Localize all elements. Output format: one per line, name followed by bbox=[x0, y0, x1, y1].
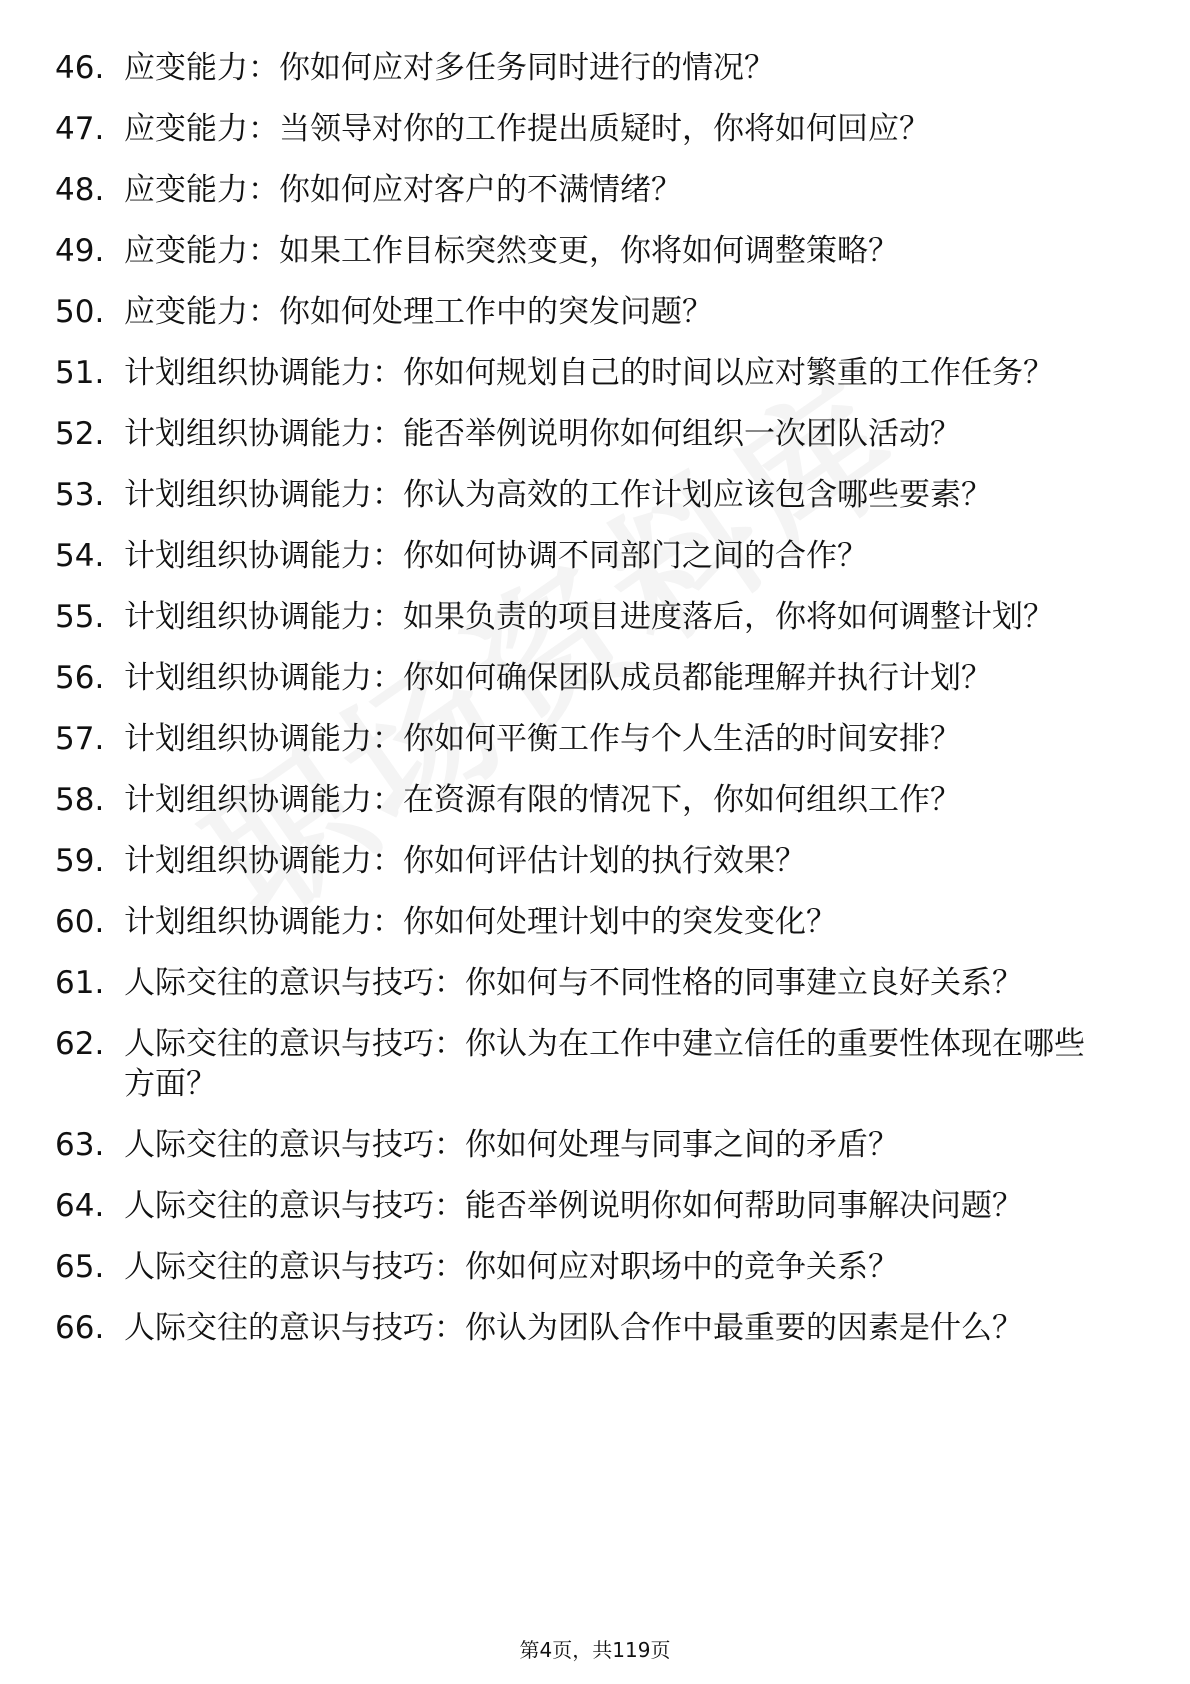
item-text: 人际交往的意识与技巧：能否举例说明你如何帮助同事解决问题？ bbox=[124, 1188, 1023, 1224]
list-item bbox=[0, 292, 1190, 332]
list-item bbox=[0, 109, 1190, 149]
item-text: 人际交往的意识与技巧：你如何处理与同事之间的矛盾？ bbox=[124, 1127, 899, 1163]
list-item bbox=[0, 353, 1190, 393]
list-item bbox=[0, 414, 1190, 454]
item-number: 63. bbox=[55, 1127, 105, 1163]
item-number: 53. bbox=[55, 477, 105, 513]
list-item bbox=[0, 170, 1190, 210]
item-number: 57. bbox=[55, 721, 105, 757]
item-text: 应变能力：如果工作目标突然变更，你将如何调整策略？ bbox=[124, 233, 899, 269]
item-number: 48. bbox=[55, 172, 105, 208]
item-text: 计划组织协调能力：你如何处理计划中的突发变化？ bbox=[124, 904, 837, 940]
item-text: 计划组织协调能力：你如何平衡工作与个人生活的时间安排？ bbox=[124, 721, 961, 757]
question-list bbox=[0, 48, 1190, 1369]
item-text: 应变能力：当领导对你的工作提出质疑时，你将如何回应？ bbox=[124, 111, 930, 147]
list-item bbox=[0, 658, 1190, 698]
item-text: 人际交往的意识与技巧：你认为在工作中建立信任的重要性体现在哪些方面？ bbox=[124, 1026, 1085, 1102]
item-number: 61. bbox=[55, 965, 105, 1001]
item-text: 计划组织协调能力：你如何协调不同部门之间的合作？ bbox=[124, 538, 868, 574]
item-text: 计划组织协调能力：你认为高效的工作计划应该包含哪些要素？ bbox=[124, 477, 992, 513]
list-item bbox=[0, 597, 1190, 637]
item-text: 人际交往的意识与技巧：你认为团队合作中最重要的因素是什么？ bbox=[124, 1310, 1023, 1346]
item-text: 计划组织协调能力：你如何规划自己的时间以应对繁重的工作任务？ bbox=[124, 355, 1054, 391]
item-text: 应变能力：你如何应对客户的不满情绪？ bbox=[124, 172, 682, 208]
item-number: 50. bbox=[55, 294, 105, 330]
item-number: 51. bbox=[55, 355, 105, 391]
item-text: 计划组织协调能力：如果负责的项目进度落后，你将如何调整计划？ bbox=[124, 599, 1054, 635]
item-number: 56. bbox=[55, 660, 105, 696]
item-text: 应变能力：你如何应对多任务同时进行的情况？ bbox=[124, 50, 775, 86]
item-text: 计划组织协调能力：你如何确保团队成员都能理解并执行计划？ bbox=[124, 660, 992, 696]
page-footer: 第4页，共119页 bbox=[519, 1638, 671, 1662]
list-item bbox=[0, 719, 1190, 759]
item-text: 人际交往的意识与技巧：你如何与不同性格的同事建立良好关系？ bbox=[124, 965, 1023, 1001]
item-number: 47. bbox=[55, 111, 105, 147]
item-number: 55. bbox=[55, 599, 105, 635]
item-number: 54. bbox=[55, 538, 105, 574]
list-item bbox=[0, 1308, 1190, 1348]
list-item bbox=[0, 231, 1190, 271]
list-item bbox=[0, 1186, 1190, 1226]
item-text: 计划组织协调能力：能否举例说明你如何组织一次团队活动？ bbox=[124, 416, 961, 452]
item-number: 46. bbox=[55, 50, 105, 86]
item-number: 62. bbox=[55, 1026, 105, 1062]
list-item bbox=[0, 963, 1190, 1003]
item-text: 应变能力：你如何处理工作中的突发问题？ bbox=[124, 294, 713, 330]
list-item bbox=[0, 475, 1190, 515]
item-text: 人际交往的意识与技巧：你如何应对职场中的竞争关系？ bbox=[124, 1249, 899, 1285]
list-item bbox=[0, 1024, 1190, 1104]
item-number: 49. bbox=[55, 233, 105, 269]
list-item bbox=[0, 536, 1190, 576]
item-text: 计划组织协调能力：在资源有限的情况下，你如何组织工作？ bbox=[124, 782, 961, 818]
item-number: 59. bbox=[55, 843, 105, 879]
item-number: 60. bbox=[55, 904, 105, 940]
list-item bbox=[0, 48, 1190, 88]
item-number: 58. bbox=[55, 782, 105, 818]
list-item bbox=[0, 841, 1190, 881]
list-item bbox=[0, 1125, 1190, 1165]
item-text: 计划组织协调能力：你如何评估计划的执行效果？ bbox=[124, 843, 806, 879]
item-number: 64. bbox=[55, 1188, 105, 1224]
list-item bbox=[0, 902, 1190, 942]
item-number: 66. bbox=[55, 1310, 105, 1346]
item-number: 52. bbox=[55, 416, 105, 452]
list-item bbox=[0, 780, 1190, 820]
list-item bbox=[0, 1247, 1190, 1287]
item-number: 65. bbox=[55, 1249, 105, 1285]
